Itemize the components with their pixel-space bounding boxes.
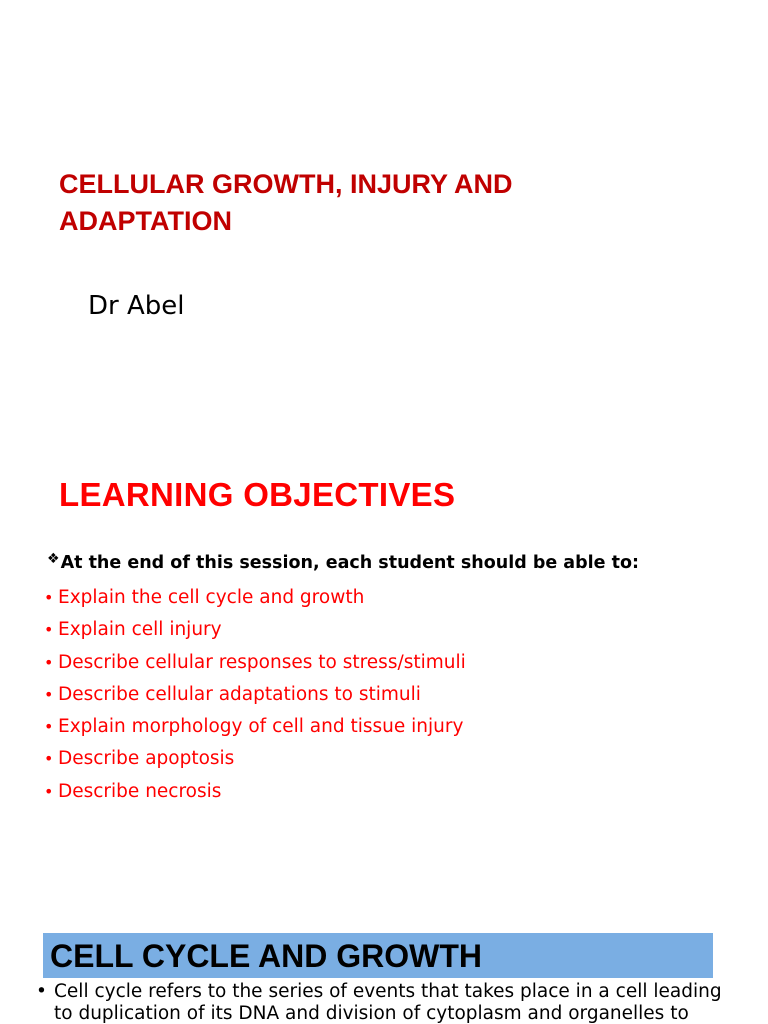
objective-text: Describe apoptosis — [58, 748, 235, 770]
cell-cycle-text: Cell cycle refers to the series of events that takes place in a cell leading to duplication of its DNA and division of cytoplasm and organelles to — [54, 981, 722, 1024]
objective-item — [44, 743, 466, 775]
bullet-icon: • — [44, 781, 54, 801]
bullet-icon: • — [44, 749, 54, 769]
objective-text: Describe cellular responses to stress/stimuli — [58, 651, 466, 673]
objective-item — [44, 711, 466, 743]
section-title: CELL CYCLE AND GROWTH — [50, 938, 482, 974]
objective-text: Describe cellular adaptations to stimuli — [58, 683, 421, 705]
title-line-1: CELLULAR GROWTH, INJURY AND — [59, 169, 513, 199]
objective-item — [44, 647, 466, 679]
bullet-icon: • — [44, 684, 54, 704]
author-name: Dr Abel — [88, 291, 185, 321]
objective-item — [44, 582, 466, 614]
objectives-list — [44, 582, 466, 808]
objectives-intro-text: At the end of this session, each student should be able to: — [60, 553, 639, 573]
title-slide — [0, 0, 768, 420]
objective-text: Explain the cell cycle and growth — [58, 587, 365, 608]
bullet-icon: • — [44, 588, 54, 607]
diamond-bullet-icon: ❖ — [47, 551, 60, 567]
bullet-icon: • — [44, 620, 54, 640]
objective-item — [44, 679, 466, 711]
presentation-title — [59, 166, 699, 240]
bullet-icon: • — [36, 981, 47, 1002]
bullet-icon: • — [44, 652, 54, 672]
objectives-heading: LEARNING OBJECTIVES — [59, 476, 456, 513]
objective-item — [44, 776, 466, 808]
objective-text: Describe necrosis — [58, 780, 222, 802]
cell-cycle-paragraph — [36, 981, 736, 1024]
objectives-slide — [0, 420, 768, 860]
bullet-icon: • — [44, 717, 54, 737]
title-line-2: ADAPTATION — [59, 206, 232, 236]
section-header-bar — [43, 933, 713, 978]
objective-item — [44, 614, 466, 646]
objective-text: Explain cell injury — [58, 619, 222, 641]
objectives-intro — [47, 551, 639, 573]
cell-cycle-slide — [0, 860, 768, 1024]
objective-text: Explain morphology of cell and tissue injury — [58, 716, 464, 738]
